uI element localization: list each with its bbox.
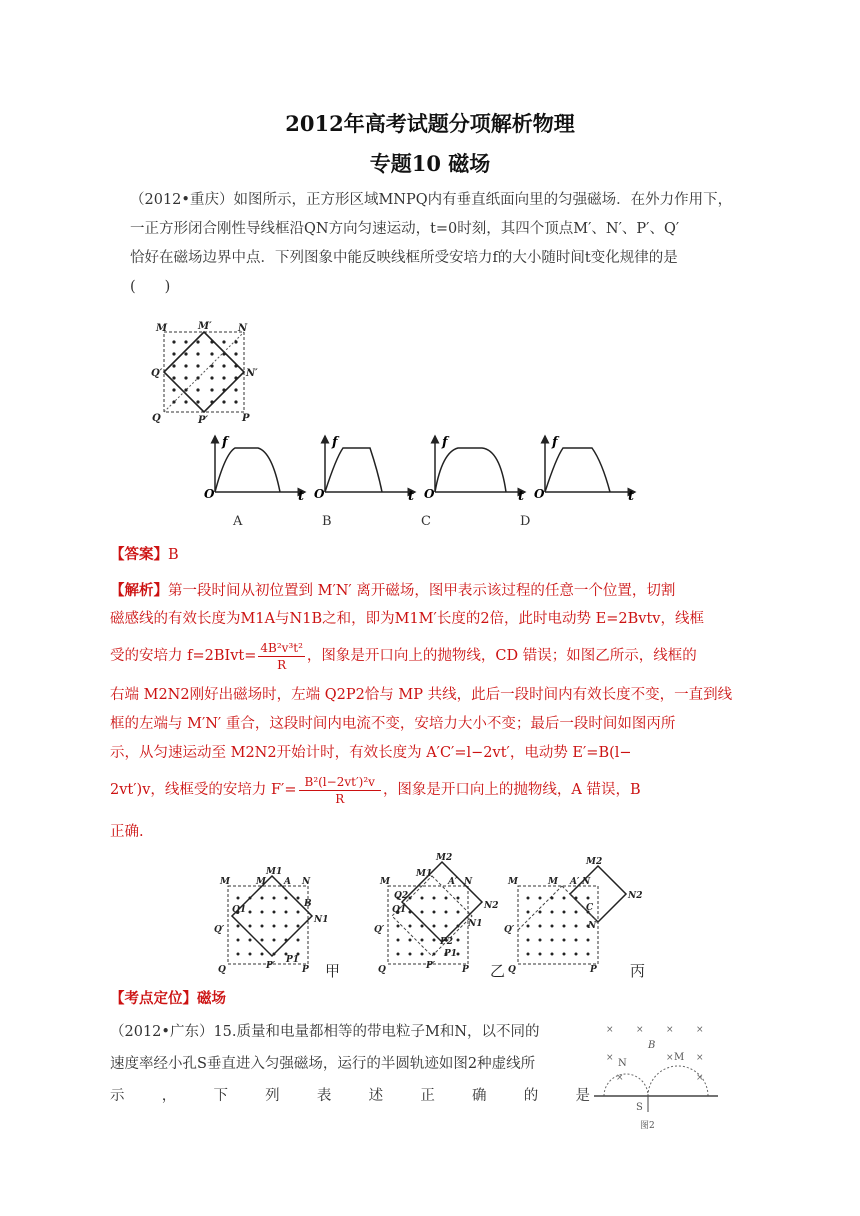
q1-line1: （2012•重庆）如图所示，正方形区域MNPQ内有垂直纸面向里的匀强磁场．在外力作用下，: [130, 192, 733, 208]
answer-label: 【答案】: [110, 546, 168, 563]
svg-text:Q1: Q1: [232, 905, 247, 915]
svg-text:M: M: [548, 877, 558, 887]
svg-text:×: ×: [606, 1025, 614, 1035]
axis-f-A: f: [222, 435, 228, 450]
label-Qp: Q′: [151, 368, 163, 379]
svg-text:M1: M1: [266, 867, 283, 877]
svg-text:Q1: Q1: [392, 905, 407, 915]
analysis-line7: 2vt′)v，线框受的安培力 F′= $\frac{\text{B²(l−2vt′)²v}}{R}$ ，图象是开口向上的抛物线，A 错误，B: [110, 775, 641, 806]
analysis-line1: 【解析】第一段时间从初位置到 M′N′ 离开磁场，图甲表示该过程的任意一个位置，切割: [110, 582, 676, 599]
svg-text:P: P: [302, 965, 309, 975]
figure-bing: [504, 857, 643, 975]
svg-text:P: P: [590, 965, 597, 975]
analysis-line3: 受的安培力 f=2BIvt= $\frac{\text{4B²v³t²}}{R}$ ，图象是开口向上的抛物线，CD 错误；如图乙所示，线框的: [110, 641, 697, 672]
curve-A: [215, 448, 280, 492]
axis-o-B: O: [314, 487, 325, 501]
svg-text:Q: Q: [218, 965, 226, 975]
figure-yi: [374, 853, 499, 975]
q2-figure: [592, 1016, 722, 1134]
option-A: A: [233, 514, 243, 529]
svg-text:M: M: [508, 877, 518, 887]
fraction-1: $\frac{\text{4B²v³t²}}{R}$: [260, 641, 303, 672]
label-Q: Q: [152, 413, 161, 424]
axis-o-A: O: [204, 487, 215, 501]
analysis-line6: 示，从匀速运动至 M2N2开始计时，有效长度为 A′C′=l−2vt′，电动势 E′=B(l−: [110, 745, 632, 761]
svg-text:×: ×: [696, 1053, 704, 1063]
label-N: N: [618, 1058, 627, 1069]
svg-text:P: P: [462, 965, 469, 975]
label-S: S: [636, 1102, 643, 1113]
q2-line3: 示 ， 下 列 表 述 正 确 的 是: [110, 1088, 590, 1104]
svg-text:×: ×: [696, 1025, 704, 1035]
axis-o-C: O: [424, 487, 435, 501]
svg-text:C: C: [586, 903, 594, 913]
label-Mp: M′: [198, 321, 212, 332]
answer-line: [110, 540, 179, 570]
q1-line3: 恰好在磁场边界中点．下列图象中能反映线框所受安培力f的大小随时间t变化规律的是: [130, 250, 678, 266]
kaodian-value: 磁场: [197, 990, 226, 1007]
analysis-line2: 磁感线的有效长度为M1A与N1B之和，即为M1M′长度的2倍，此时电动势 E=2Bvtv，线框: [110, 611, 704, 627]
axis-f-B: f: [332, 435, 338, 450]
axis-t-D: t: [628, 489, 635, 504]
option-D: D: [520, 514, 531, 529]
svg-text:N1: N1: [468, 919, 483, 929]
q1-line4: ( ): [130, 279, 171, 295]
analysis-line4: 右端 M2N2刚好出磁场时，左端 Q2P2恰与 MP 共线，此后一段时间内有效长度不变，一直到线: [110, 687, 733, 703]
analysis-label: 【解析】: [110, 582, 168, 599]
q1-option-graphs: [200, 432, 650, 504]
label-Pp: P′: [198, 415, 209, 425]
axis-f-D: f: [552, 435, 558, 450]
caption-bing: 丙: [630, 962, 646, 980]
svg-text:Q: Q: [378, 965, 386, 975]
option-B: B: [322, 514, 332, 529]
svg-text:M2: M2: [586, 857, 603, 867]
label-P: P: [242, 413, 250, 424]
kaodian-line: [110, 984, 226, 1013]
q1-line2: 一正方形闭合刚性导线框沿QN方向匀速运动，t=0时刻，其四个顶点M′、N′、P′、Q′: [130, 221, 680, 237]
svg-text:×: ×: [696, 1073, 704, 1083]
kaodian-label: 【考点定位】: [110, 990, 197, 1007]
svg-text:P′: P′: [426, 961, 436, 971]
graph-D: [534, 435, 635, 504]
curve-D: [545, 448, 610, 492]
analysis-line5: 框的左端与 M′N′ 重合，这段时间内电流不变，安培力大小不变；最后一段时间如图丙所: [110, 716, 676, 732]
label-N: N: [238, 323, 248, 334]
svg-text:M2: M2: [436, 853, 453, 863]
svg-text:B: B: [304, 899, 312, 909]
analysis-figures: [210, 852, 680, 982]
svg-text:N: N: [464, 877, 473, 887]
svg-text:Q: Q: [508, 965, 516, 975]
page-subtitle: 专题10 磁场: [369, 151, 491, 176]
trajectory-N: [604, 1074, 648, 1096]
fraction-2: $\frac{\text{B²(l−2vt′)²v}}{R}$: [299, 774, 381, 807]
svg-text:A: A: [284, 877, 291, 887]
label-Np: N′: [246, 368, 258, 379]
svg-text:×: ×: [666, 1025, 674, 1035]
svg-text:N1: N1: [314, 915, 329, 925]
q1-field-figure: [150, 320, 260, 425]
axis-t-A: t: [298, 489, 305, 504]
svg-text:M: M: [380, 877, 390, 887]
svg-text:A′: A′: [570, 877, 580, 887]
svg-text:Q′: Q′: [374, 925, 385, 935]
axis-f-C: f: [442, 435, 448, 450]
svg-text:P1: P1: [444, 949, 458, 959]
svg-text:×: ×: [666, 1053, 674, 1063]
answer-value: B: [168, 547, 179, 563]
svg-text:P2: P2: [440, 937, 454, 947]
curve-B: [325, 448, 382, 492]
caption-yi: 乙: [490, 962, 506, 980]
label-B: B: [648, 1040, 656, 1051]
svg-text:Q′: Q′: [214, 925, 225, 935]
curve-C: [435, 448, 506, 492]
analysis-line8: 正确.: [110, 824, 144, 840]
axis-t-B: t: [408, 489, 415, 504]
graph-A: [204, 435, 305, 504]
svg-text:N′: N′: [588, 921, 599, 931]
option-C: C: [421, 514, 431, 529]
svg-text:P1: P1: [286, 955, 300, 965]
svg-text:A′: A′: [448, 877, 458, 887]
graph-B: [314, 435, 415, 504]
graph-C: [424, 435, 525, 504]
svg-text:×: ×: [616, 1073, 624, 1083]
axis-t-C: t: [518, 489, 525, 504]
svg-text:×: ×: [606, 1053, 614, 1063]
svg-text:M1: M1: [416, 869, 433, 879]
svg-text:Q2: Q2: [394, 891, 409, 901]
axis-o-D: O: [534, 487, 545, 501]
svg-text:M: M: [220, 877, 230, 887]
svg-text:×: ×: [636, 1025, 644, 1035]
svg-text:M: M: [256, 877, 266, 887]
svg-text:Q′: Q′: [504, 925, 515, 935]
caption-jia: 甲: [325, 962, 341, 980]
q2-line2: 速度率经小孔S垂直进入匀强磁场，运行的半圆轨迹如图2种虚线所: [110, 1056, 536, 1072]
svg-text:N: N: [582, 877, 591, 887]
page-title: 2012年高考试题分项解析物理: [285, 111, 575, 136]
svg-text:P′: P′: [266, 961, 276, 971]
svg-text:N: N: [302, 877, 311, 887]
figure-caption: 图2: [640, 1121, 655, 1131]
q2-line1: （2012•广东）15.质量和电量都相等的带电粒子M和N，以不同的: [110, 1024, 540, 1040]
figure-jia: [214, 867, 329, 975]
label-M: M: [156, 323, 168, 334]
label-M: M: [674, 1052, 685, 1063]
svg-text:N2: N2: [628, 891, 643, 901]
svg-text:N2: N2: [484, 901, 499, 911]
